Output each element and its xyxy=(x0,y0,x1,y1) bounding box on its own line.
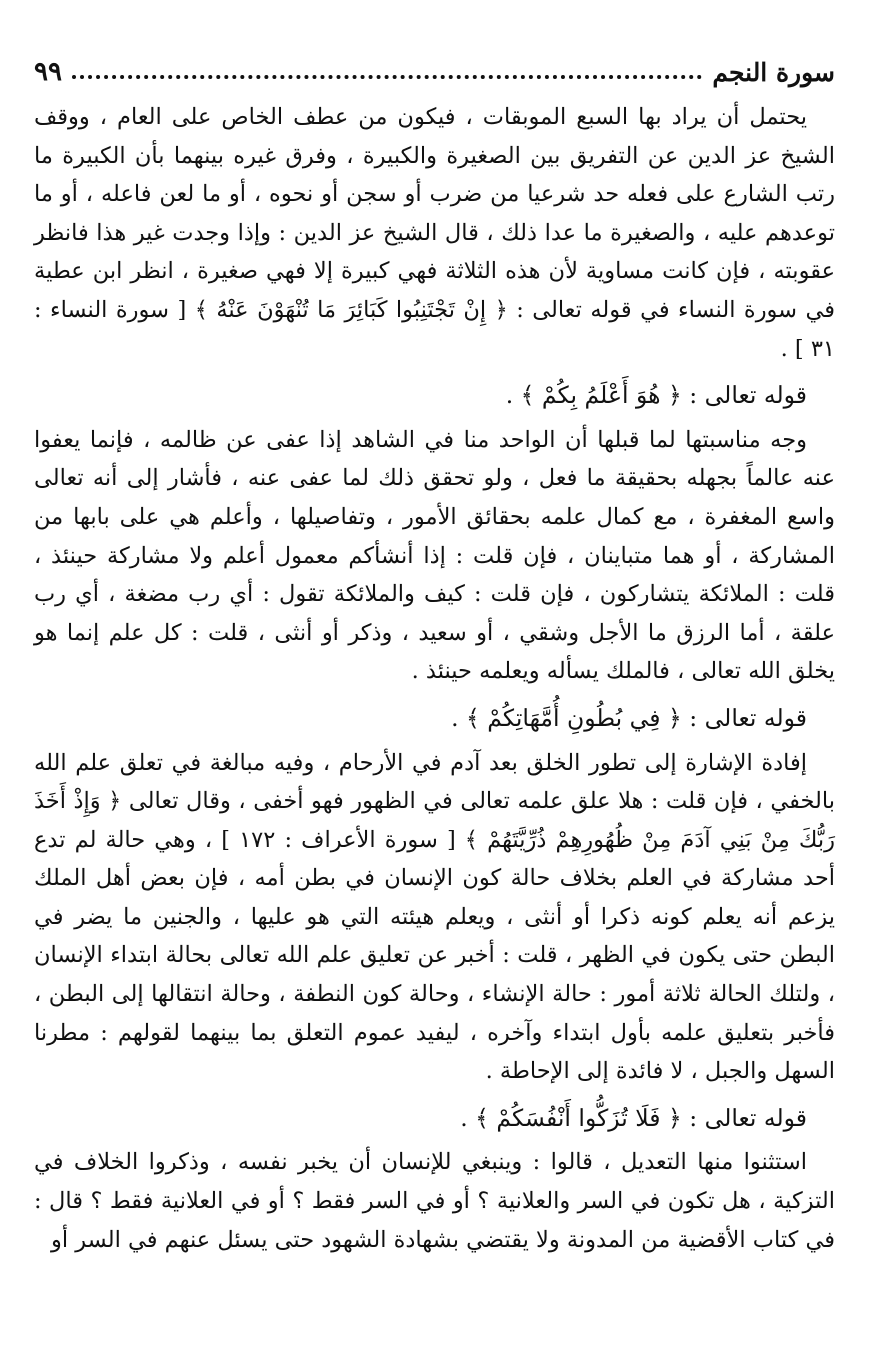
paragraph: إفادة الإشارة إلى تطور الخلق بعد آدم في الأرحام ، وفيه مبالغة في تعلق علم الله بالخفي ، فإن قلت : هلا علق علمه تعالى في الظهور فهو أخفى ، وقال تعالى ﴿ وَإِذْ أَخَذَ رَبُّكَ مِنْ بَنِي آدَمَ مِنْ ظُهُورِهِمْ ذُرِّيَّتَهُمْ ﴾ [ سورة الأعراف : ١٧٢ ] ، وهي حالة لم تدع أحد مشاركة في العلم بخلاف حالة كون الإنسان في بطن أمه ، فإن بعض أهل الملك يزعم أنه يعلم كونه ذكرا أو أنثى ، ويعلم هيئته التي هو عليها ، والجنين ما يضر في البطن حتى يكون في الظهر ، قلت : أخبر عن تعليق علم الله تعالى بحالة ابتداء الإنسان ، ولتلك الحالة ثلاثة أمور : حالة الإنشاء ، وحالة كون النطفة ، وحالة انتقالها إلى البطن ، فأخبر بتعليق علمه بأول ابتداء وآخره ، ليفيد عموم التعلق بما بينهما لقولهم : مطرنا السهل والجبل ، لا فائدة إلى الإحاطة . xyxy=(34,749,835,1085)
page-number: ٩٩ xyxy=(34,57,62,87)
paragraph: يحتمل أن يراد بها السبع الموبقات ، فيكون من عطف الخاص على العام ، ووقف الشيخ عز الدين عن التفريق بين الصغيرة والكبيرة ، وفرق غيره بينهما بأن الكبيرة ما رتب الشارع على فعله حد شرعيا من ضرب أو سجن أو نحوه ، أو ما لعن فاعله ، أو ما توعدهم عليه ، والصغيرة ما عدا ذلك ، قال الشيخ عز الدين : وإذا وجدت غير هذا فانظر عقوبته ، فإن كانت مساوية لأن هذه الثلاثة فهي كبيرة إلا فهي صغيرة ، انظر ابن عطية في سورة النساء في قوله تعالى : ﴿ إِنْ تَجْتَنِبُوا كَبَائِرَ مَا تُنْهَوْنَ عَنْهُ ﴾ [ سورة النساء : ٣١ ] . xyxy=(34,104,835,362)
running-header xyxy=(34,52,835,92)
surah-title: سورة النجم xyxy=(712,57,835,87)
verse-heading: قوله تعالى : ﴿ هُوَ أَعْلَمُ بِكُمْ ﴾ . xyxy=(505,381,807,410)
header-dotted-leader xyxy=(72,75,702,79)
page-body xyxy=(34,98,835,1259)
paragraph: وجه مناسبتها لما قبلها أن الواحد منا في الشاهد إذا عفى عن ظالمه ، فإنما يعفوا عنه عالماً بجهله بحقيقة ما فعل ، ولو تحقق ذلك لما عفى عنه ، فأشار إلى أنه تعالى واسع المغفرة ، مع كمال علمه بحقائق الأمور ، وتفاصيلها ، وأعلم هي على بابها من المشاركة ، أو هما متباينان ، فإن قلت : إذا أنشأكم معمول أعلم ولا مشاركة حينئذ ، قلت : الملائكة يتشاركون ، فإن قلت : كيف والملائكة تقول : أي رب مضغة ، أي رب علقة ، أما الرزق ما الأجل وشقي ، أو سعيد ، وذكر أو أنثى ، قلت : كل علم إنما هو يخلق الله تعالى ، فالملك يسأله ويعلمه حينئذ . xyxy=(34,426,835,685)
paragraph: استثنوا منها التعديل ، قالوا : وينبغي للإنسان أن يخبر نفسه ، وذكروا الخلاف في التزكية ، هل تكون في السر والعلانية ؟ أو في السر فقط ؟ أو في العلانية فقط ؟ قال : في كتاب الأقضية من المدونة ولا يقتضي بشهادة الشهود حتى يسئل عنهم في السر أو xyxy=(34,1149,835,1253)
verse-heading: قوله تعالى : ﴿ فَلَا تُزَكُّوا أَنْفُسَكُمْ ﴾ . xyxy=(460,1103,807,1132)
verse-heading: قوله تعالى : ﴿ فِي بُطُونِ أُمَّهَاتِكُمْ ﴾ . xyxy=(451,703,807,732)
